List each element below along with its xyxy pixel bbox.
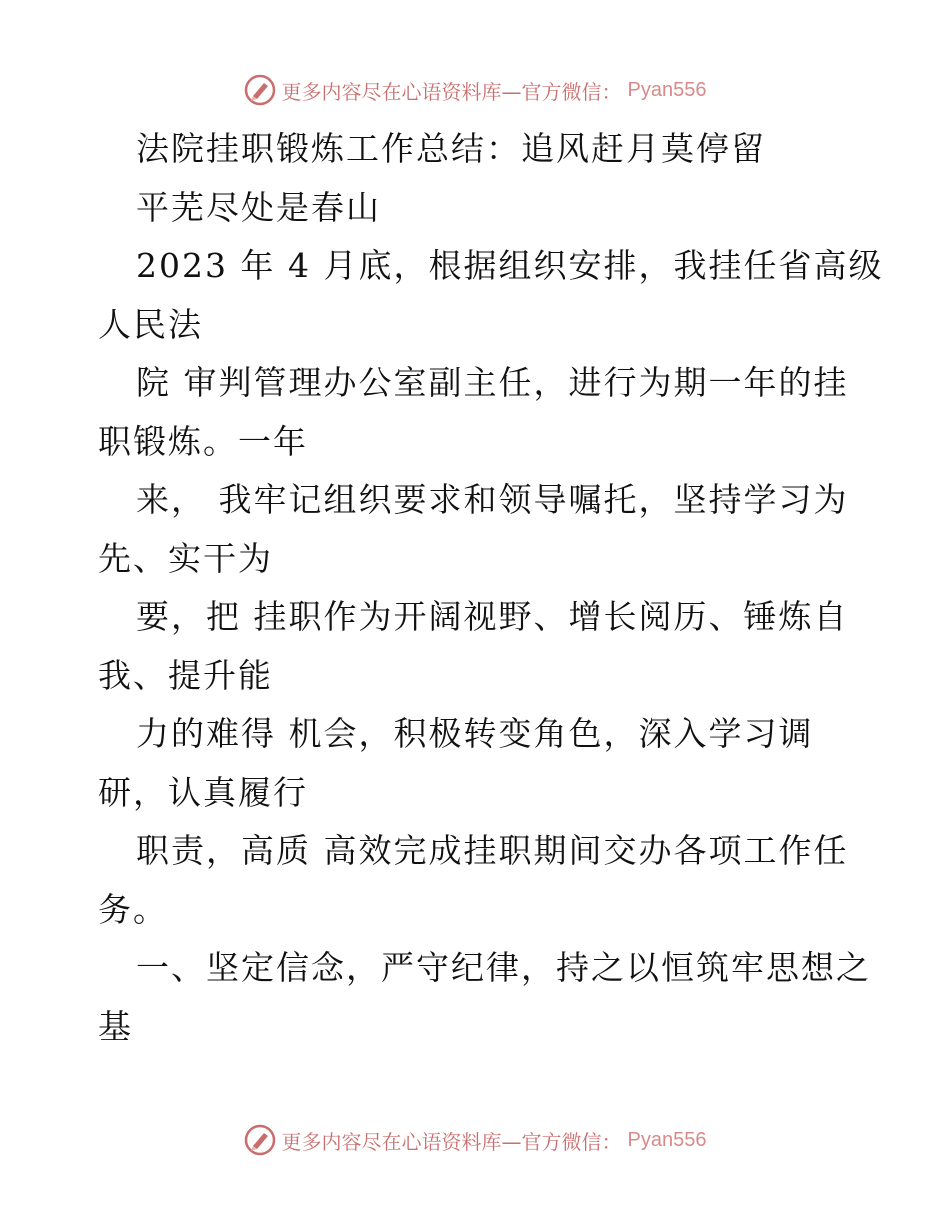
text-line: 职责，高质 高效完成挂职期间交办各项工作任 bbox=[136, 831, 849, 870]
text-line: 职锻炼。一年 bbox=[98, 421, 308, 461]
watermark-text: 更多内容尽在心语资料库—官方微信： bbox=[281, 1129, 622, 1154]
watermark-id: Pyan556 bbox=[627, 1128, 707, 1151]
text-line: 务。 bbox=[98, 889, 168, 929]
text-line: 平芜尽处是春山 bbox=[136, 187, 381, 227]
text-line: 基 bbox=[98, 1006, 133, 1046]
watermark-id: Pyan556 bbox=[627, 78, 707, 101]
text-line: 来， 我牢记组织要求和领导嘱托，坚持学习为 bbox=[136, 480, 849, 519]
text-line: 人民法 bbox=[98, 304, 203, 344]
text-line: 先、实干为 bbox=[98, 538, 273, 578]
text-line: 要，把 挂职作为开阔视野、增长阅历、锤炼自 bbox=[136, 597, 849, 636]
header-watermark bbox=[0, 70, 950, 110]
document-body bbox=[98, 120, 884, 1056]
text-line: 法院挂职锻炼工作总结：追风赶月莫停留 bbox=[136, 129, 766, 168]
text-line: 研，认真履行 bbox=[98, 772, 308, 812]
text-line: 2023 年 4 月底，根据组织安排，我挂任省高级 bbox=[136, 246, 884, 285]
text-line: 力的难得 机会，积极转变角色，深入学习调 bbox=[136, 714, 814, 753]
pen-seal-icon bbox=[244, 74, 276, 106]
footer-watermark bbox=[0, 1120, 950, 1160]
pen-seal-icon bbox=[244, 1124, 276, 1156]
watermark-text: 更多内容尽在心语资料库—官方微信： bbox=[281, 79, 622, 104]
text-line: 院 审判管理办公室副主任，进行为期一年的挂 bbox=[136, 363, 849, 402]
text-line: 一、坚定信念，严守纪律，持之以恒筑牢思想之 bbox=[136, 948, 871, 987]
text-line: 我、提升能 bbox=[98, 655, 273, 695]
